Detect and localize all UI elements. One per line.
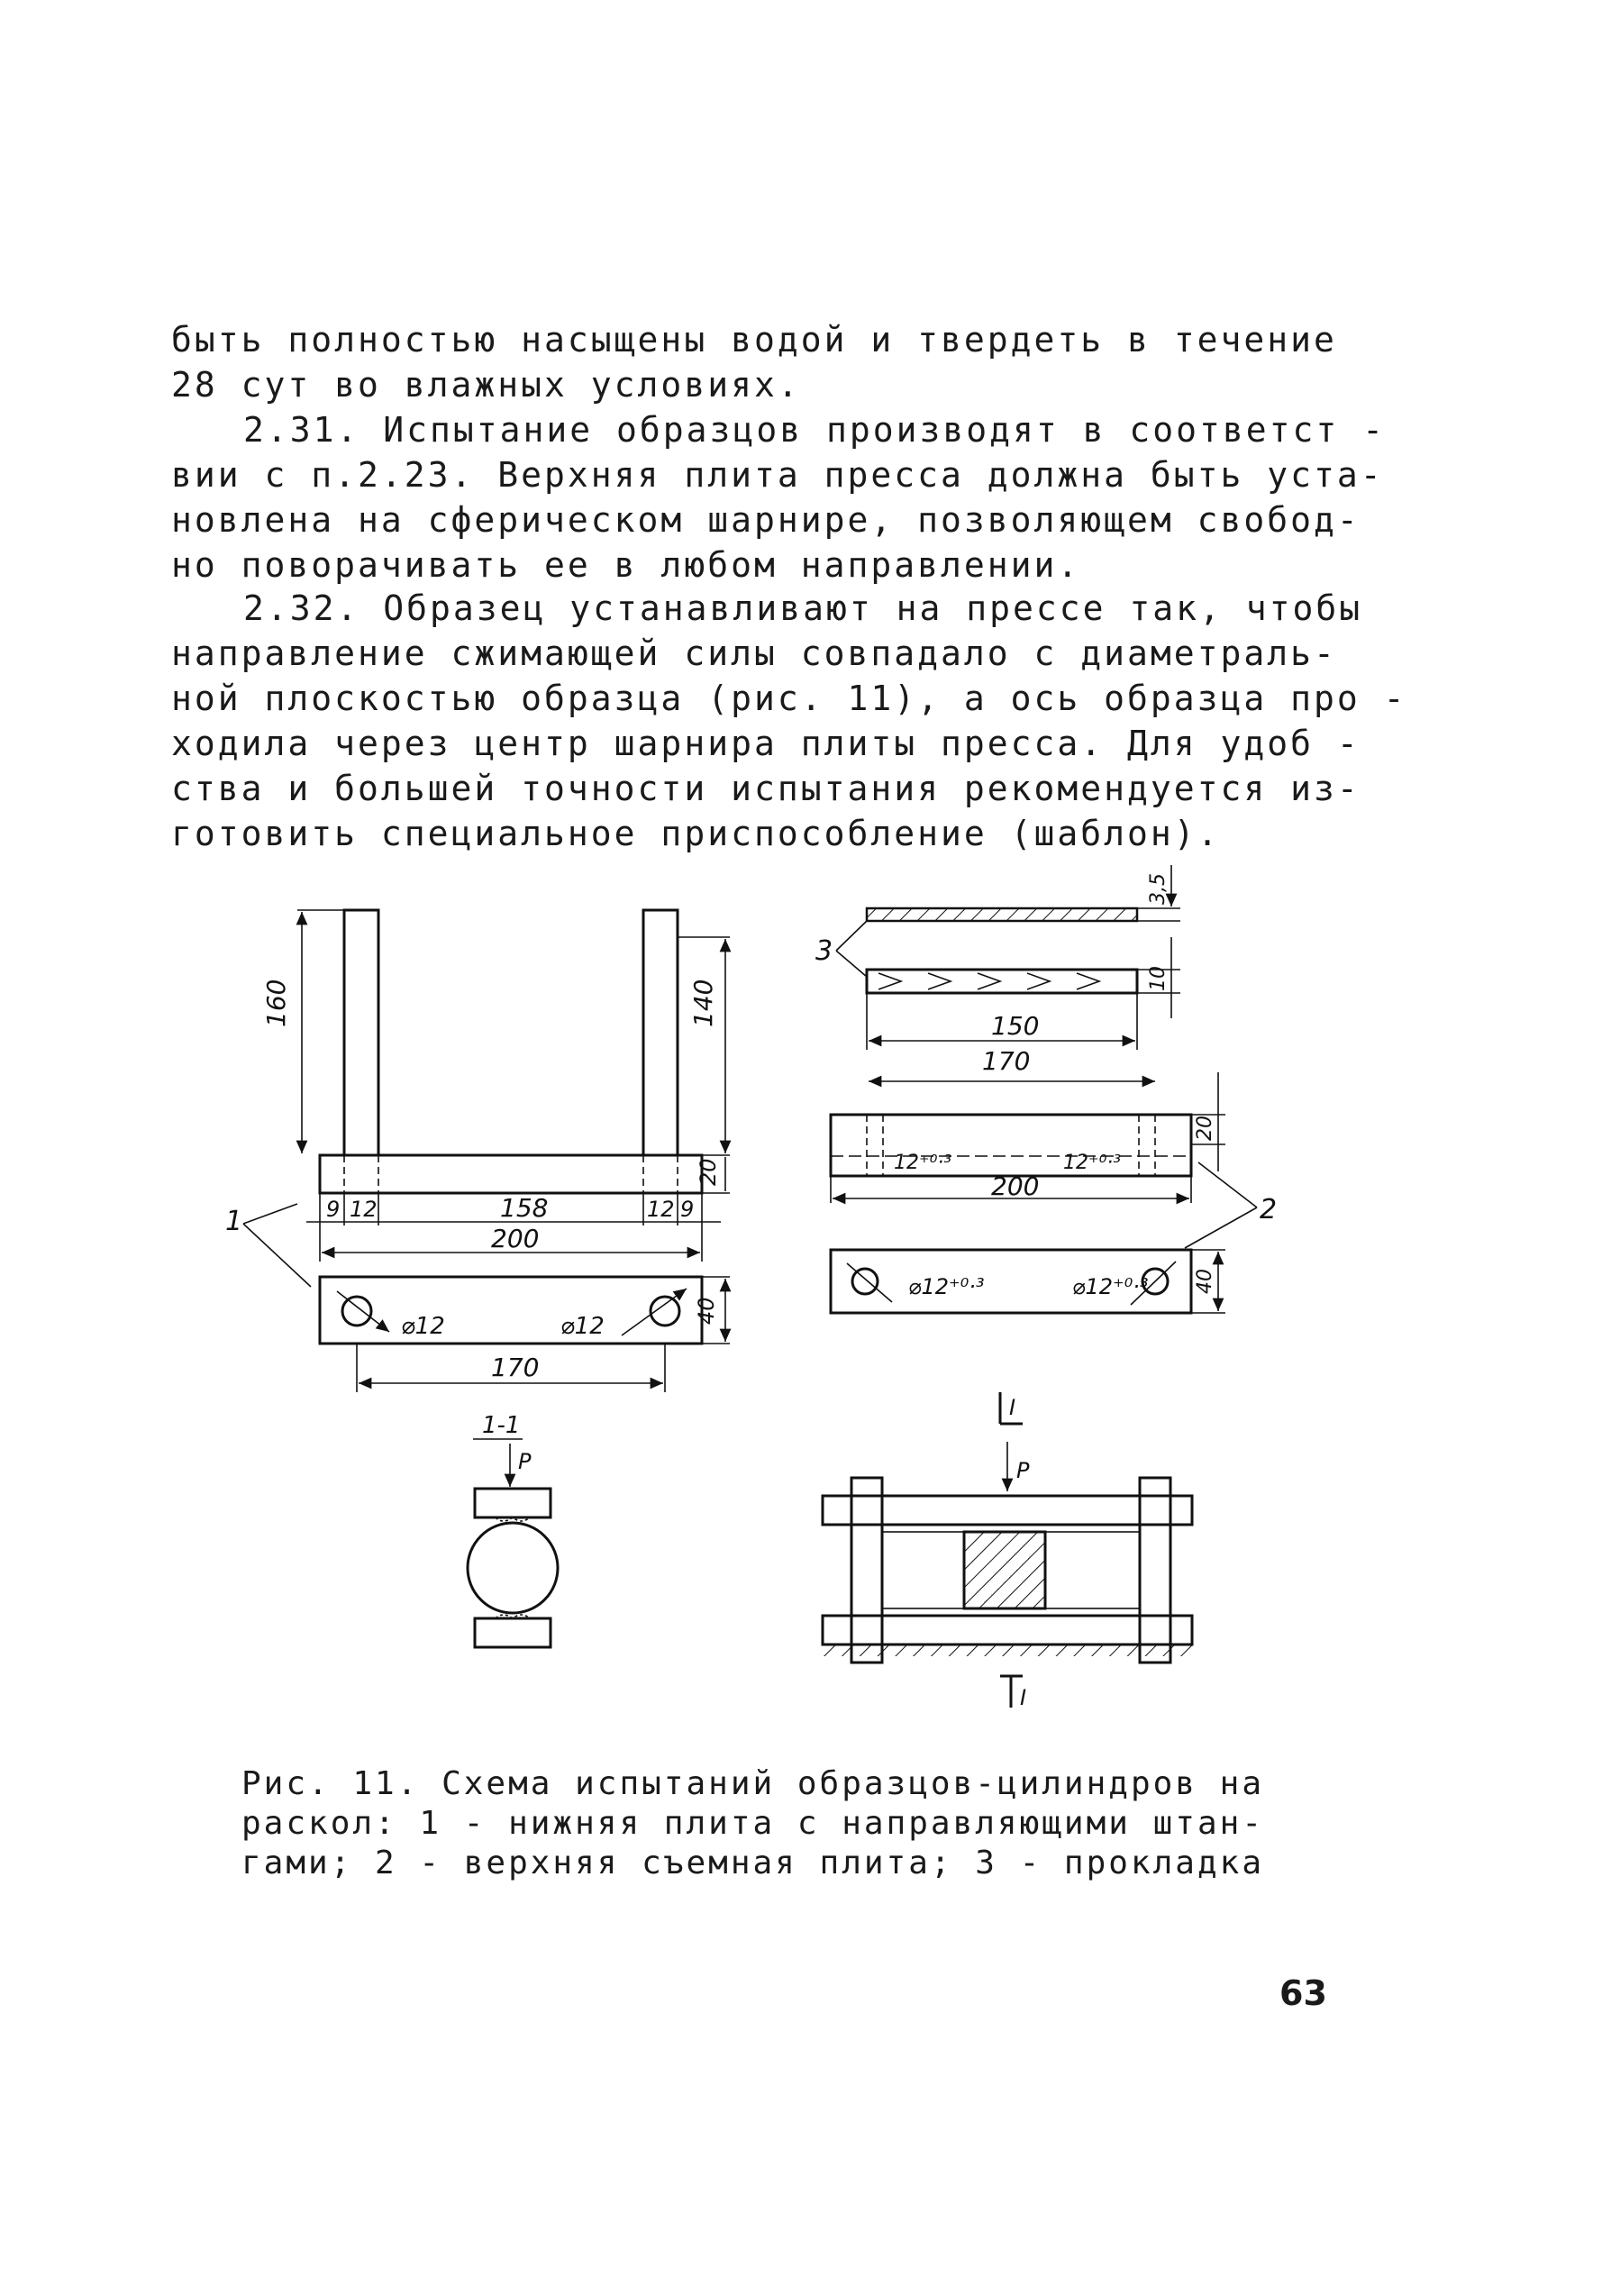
lower-plate-plan-view — [243, 1204, 730, 1392]
dim-hole-right-a: ⌀12⁺⁰·³ — [908, 1274, 985, 1299]
caption-line: раскол: 1 - нижняя плита с направляющими штан- — [241, 1805, 1264, 1842]
text-line: готовить специальное приспособление (шаблон). — [171, 814, 1221, 853]
dim-40-left: 40 — [694, 1297, 719, 1325]
dim-158: 158 — [500, 1193, 549, 1223]
section-label: 1-1 — [482, 1412, 521, 1439]
dim-hole-right-b: ⌀12⁺⁰·³ — [1072, 1274, 1149, 1299]
text-line: 2.31. Испытание образцов производят в соответст - — [243, 410, 1387, 450]
dim-200-left: 200 — [491, 1224, 540, 1253]
dim-170-right: 170 — [982, 1046, 1031, 1076]
cut-mark-bottom: I — [1020, 1685, 1027, 1710]
caption-line: гами; 2 - верхняя съемная плита; 3 - прокладка — [241, 1845, 1264, 1881]
dim-20-right: 20 — [1194, 1116, 1216, 1141]
figure-caption — [241, 1764, 1323, 1883]
text-line: ства и большей точности испытания рекомендуется из- — [171, 769, 1361, 808]
dim-hole-left: ⌀12 — [401, 1313, 445, 1340]
upper-plate-plan-view — [831, 1250, 1225, 1313]
text-line: но поворачивать ее в любом направлении. — [171, 545, 1081, 585]
dim-hole-right: ⌀12 — [560, 1313, 605, 1340]
force-label-left: P — [518, 1449, 532, 1474]
text-line: 2.32. Образец устанавливают на прессе так, чтобы — [243, 588, 1363, 628]
text-line: ходила через центр шарнира плиты пресса. Для удоб - — [171, 724, 1361, 763]
assembly-view — [823, 1392, 1192, 1708]
caption-line: Рис. 11. Схема испытаний образцов-цилиндров на — [241, 1765, 1264, 1802]
dim-20: 20 — [696, 1158, 721, 1186]
text-line: направление сжимающей силы совпадало с диаметраль- — [171, 633, 1337, 673]
callout-1: 1 — [225, 1206, 243, 1237]
text-line: быть полностью насыщены водой и твердеть в течение — [171, 320, 1337, 360]
dim-12-left: 12 — [350, 1197, 378, 1222]
callout-3: 3 — [815, 935, 833, 967]
dim-slot-right: 12⁺⁰·³ — [1063, 1152, 1122, 1174]
dim-9-right: 9 — [680, 1197, 695, 1222]
text-line: новлена на сферическом шарнире, позволяющем свобод- — [171, 500, 1361, 540]
dim-slot-left: 12⁺⁰·³ — [894, 1152, 952, 1174]
dim-12-right: 12 — [647, 1197, 675, 1222]
dim-170-left: 170 — [491, 1353, 540, 1382]
section-1-1 — [468, 1439, 558, 1647]
text-line: ной плоскостью образца (рис. 11), а ось образца про - — [171, 679, 1407, 718]
callout-2: 2 — [1260, 1194, 1278, 1225]
dim-140: 140 — [688, 979, 718, 1027]
dim-40-right: 40 — [1194, 1269, 1216, 1294]
page-number: 63 — [1279, 1973, 1327, 2013]
text-line: вии с п.2.23. Верхняя плита пресса должна быть уста- — [171, 455, 1384, 495]
dim-3-5: 3,5 — [1147, 873, 1170, 905]
dim-200-right: 200 — [991, 1171, 1040, 1201]
dim-10: 10 — [1147, 966, 1170, 991]
force-label-right: P — [1016, 1458, 1030, 1483]
dim-160: 160 — [261, 979, 291, 1027]
dim-9-left: 9 — [326, 1197, 341, 1222]
dim-150: 150 — [991, 1011, 1040, 1041]
cut-mark-top: I — [1009, 1395, 1016, 1420]
text-line: 28 сут во влажных условиях. — [171, 365, 801, 405]
